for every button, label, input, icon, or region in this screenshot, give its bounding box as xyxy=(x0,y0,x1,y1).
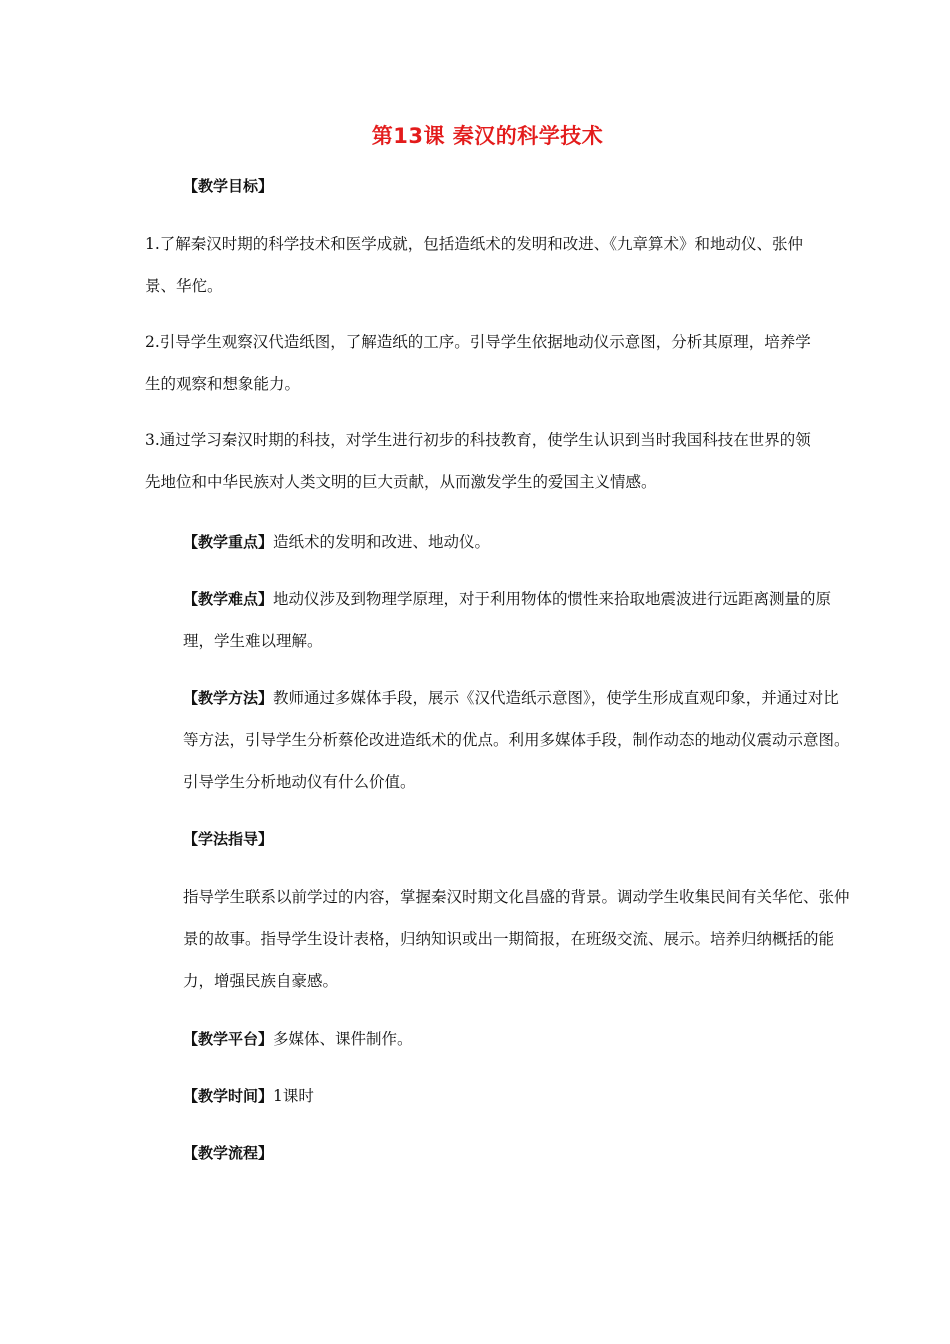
difficulties-text: 地动仪涉及到物理学原理，对于利用物体的惯性来拾取地震波进行远距离测量的原理，学生难以理解。 xyxy=(183,590,832,650)
key-points-text: 造纸术的发明和改进、地动仪。 xyxy=(273,533,491,551)
objective-1: 1.了解秦汉时期的科学技术和医学成就，包括造纸术的发明和改进、《九章算术》和地动仪、张仲景、华佗。 xyxy=(145,235,804,295)
difficulties-label: 【教学难点】 xyxy=(183,590,274,608)
platform-paragraph xyxy=(145,1018,851,1060)
lesson-title: 第13课 秦汉的科学技术 xyxy=(371,124,604,148)
time-label: 【教学时间】 xyxy=(183,1087,274,1105)
study-guide-text: 指导学生联系以前学过的内容，掌握秦汉时期文化昌盛的背景。调动学生收集民间有关华佗、张仲景的故事。指导学生设计表格，归纳知识或出一期简报，在班级交流、展示。培养归纳概括的能力，增强民族自豪感。 xyxy=(183,888,850,990)
flow-heading: 【教学流程】 xyxy=(183,1144,274,1162)
methods-label: 【教学方法】 xyxy=(183,689,274,707)
key-points-label: 【教学重点】 xyxy=(183,533,274,551)
methods-text: 教师通过多媒体手段，展示《汉代造纸示意图》，使学生形成直观印象，并通过对比等方法，引导学生分析蔡伦改进造纸术的优点。利用多媒体手段，制作动态的地动仪震动示意图。引导学生分析地动仪有什么价值。 xyxy=(183,689,850,791)
methods-paragraph xyxy=(145,677,851,803)
key-points-paragraph xyxy=(145,521,851,563)
study-guide-heading: 【学法指导】 xyxy=(183,830,274,848)
platform-text: 多媒体、课件制作。 xyxy=(273,1030,413,1048)
platform-label: 【教学平台】 xyxy=(183,1030,274,1048)
objectives-heading: 【教学目标】 xyxy=(183,177,274,195)
objective-3: 3.通过学习秦汉时期的科技，对学生进行初步的科技教育，使学生认识到当时我国科技在世界的领先地位和中华民族对人类文明的巨大贡献，从而激发学生的爱国主义情感。 xyxy=(145,431,811,491)
objective-2: 2.引导学生观察汉代造纸图，了解造纸的工序。引导学生依据地动仪示意图，分析其原理，培养学生的观察和想象能力。 xyxy=(145,333,811,393)
time-text: 1课时 xyxy=(273,1087,314,1105)
difficulties-paragraph xyxy=(145,578,851,662)
time-paragraph xyxy=(145,1075,851,1117)
